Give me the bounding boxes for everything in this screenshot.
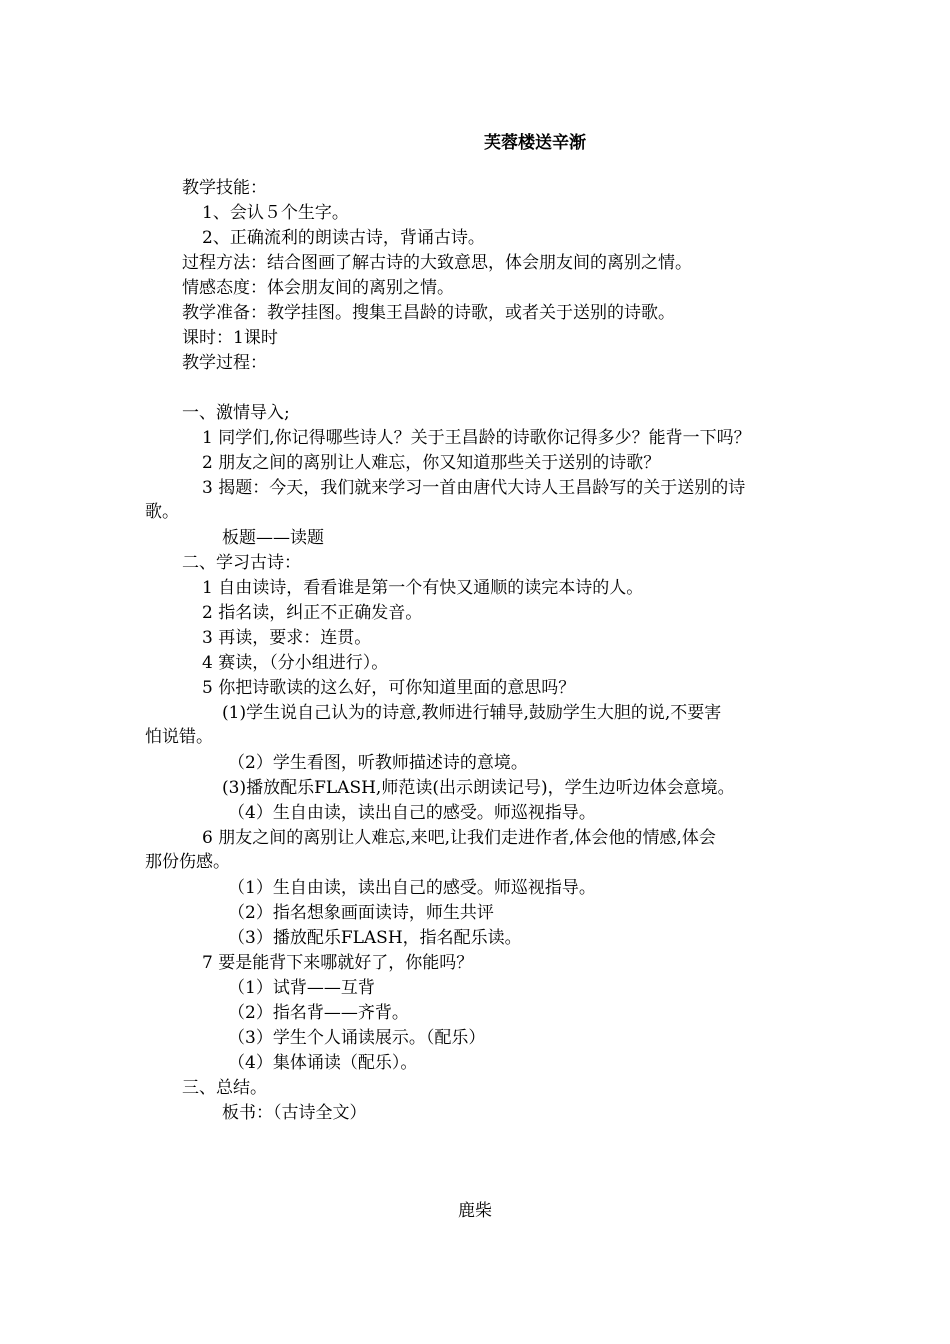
list-item: 7 要是能背下来哪就好了，你能吗？ (202, 953, 474, 973)
sub-list-item: (3)播放配乐FLASH,师范读(出示朗读记号)，学生边听边体会意境。 (222, 778, 735, 798)
sub-list-item: （4）集体诵读（配乐）。 (228, 1053, 418, 1073)
sub-list-item: （1）生自由读，读出自己的感受。师巡视指导。 (228, 878, 596, 898)
list-item: 2 指名读，纠正不正确发音。 (202, 603, 423, 623)
process-method: 过程方法：结合图画了解古诗的大致意思，体会朋友间的离别之情。 (182, 253, 692, 273)
emotion-attitude: 情感态度：体会朋友间的离别之情。 (182, 278, 454, 298)
list-item: 1 自由读诗，看看谁是第一个有快又通顺的读完本诗的人。 (202, 578, 644, 598)
class-hours: 课时：1课时 (182, 328, 278, 348)
sub-list-item: （2）指名背——齐背。 (228, 1003, 409, 1023)
list-item-continuation: 歌。 (145, 502, 179, 522)
document-title: 芙蓉楼送辛渐 (484, 133, 586, 153)
teaching-preparation: 教学准备：教学挂图。搜集王昌龄的诗歌，或者关于送别的诗歌。 (182, 303, 675, 323)
sub-list-item: （2）指名想象画面读诗，师生共评 (228, 903, 494, 923)
list-item-continuation: 那份伤感。 (145, 852, 230, 872)
sub-list-item: （3）播放配乐FLASH，指名配乐读。 (228, 928, 522, 948)
section-heading-summary: 三、总结。 (182, 1078, 267, 1098)
sub-list-item: （2）学生看图，听教师描述诗的意境。 (228, 753, 528, 773)
board-title-note: 板题——读题 (222, 528, 324, 548)
sub-list-item: （1）试背——互背 (228, 978, 375, 998)
list-item: 3 再读，要求：连贯。 (202, 628, 372, 648)
section-heading-intro: 一、激情导入; (182, 403, 290, 423)
list-item: 1 同学们,你记得哪些诗人？关于王昌龄的诗歌你记得多少？能背一下吗？ (202, 428, 751, 448)
list-item: 2 朋友之间的离别让人难忘，你又知道那些关于送别的诗歌？ (202, 453, 661, 473)
list-item: 6 朋友之间的离别让人难忘,来吧,让我们走进作者,体会他的情感,体会 (202, 828, 716, 848)
skill-item-2: 2、正确流利的朗读古诗，背诵古诗。 (202, 228, 485, 248)
next-lesson-title: 鹿柴 (458, 1201, 492, 1221)
sub-list-item: （4）生自由读，读出自己的感受。师巡视指导。 (228, 803, 596, 823)
list-item: 5 你把诗歌读的这么好，可你知道里面的意思吗？ (202, 678, 576, 698)
skill-item-1: 1、会认５个生字。 (202, 203, 349, 223)
section-label-skills: 教学技能： (182, 178, 267, 198)
list-item: 4 赛读，（分小组进行）。 (202, 653, 389, 673)
section-label-process: 教学过程： (182, 353, 267, 373)
sub-list-item-continuation: 怕说错。 (145, 727, 213, 747)
sub-list-item: (1)学生说自己认为的诗意,教师进行辅导,鼓励学生大胆的说,不要害 (222, 703, 722, 723)
list-item: 3 揭题：今天，我们就来学习一首由唐代大诗人王昌龄写的关于送别的诗 (202, 478, 746, 498)
section-heading-study: 二、学习古诗： (182, 553, 301, 573)
sub-list-item: （3）学生个人诵读展示。（配乐） (228, 1028, 486, 1048)
board-writing-note: 板书：（古诗全文） (222, 1103, 367, 1123)
